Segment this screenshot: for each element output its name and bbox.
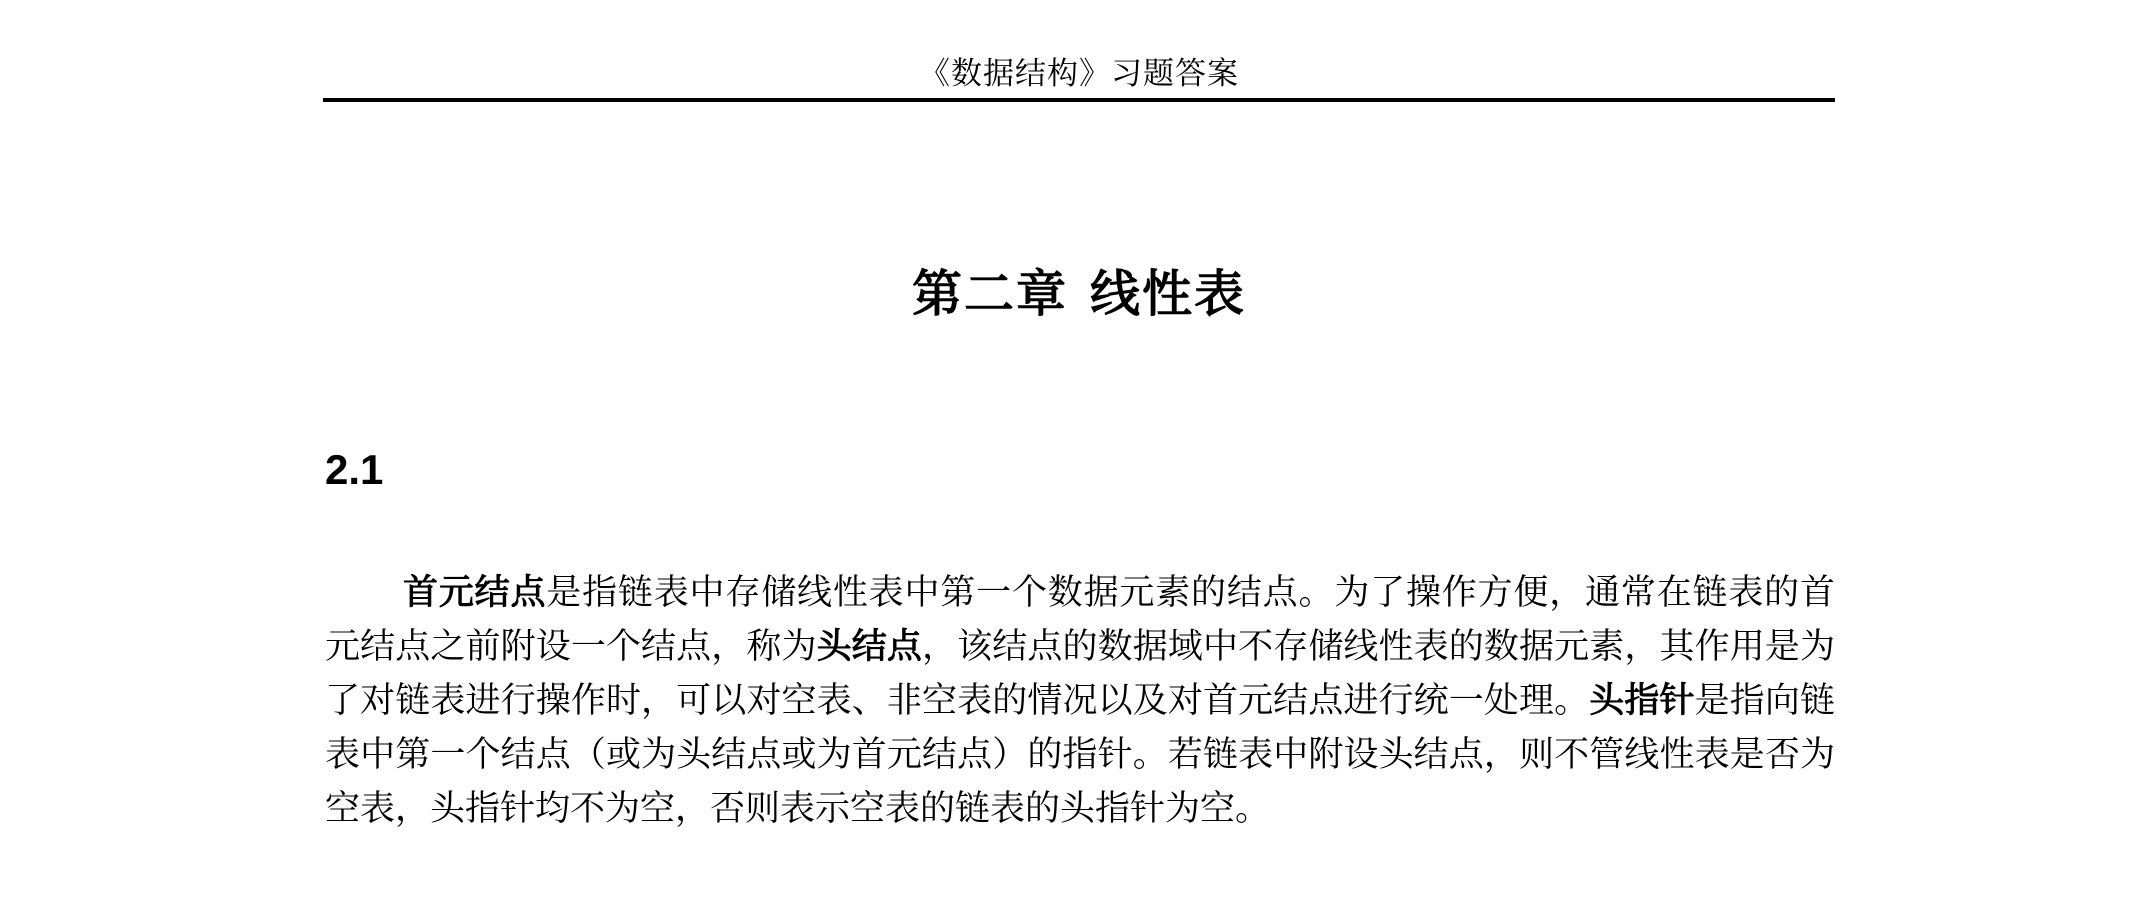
running-header: 《数据结构》习题答案 [919, 56, 1239, 92]
paragraph-text-2: ，该结点的数据域中不存储线性表的数据元素，其作用是为了对链表进行操作时，可以对空表、非空表的情况以及对首元结点进行统一处理。 [325, 627, 1835, 721]
term-first-node: 首元结点 [403, 572, 547, 613]
chapter-title [323, 262, 1835, 326]
section-number: 2.1 [325, 446, 384, 493]
paragraph-text-1: 是指链表中存储线性表中第一个数据元素的结点。为了操作方便，通常在链表的首元结点之前附设一个结点，称为 [325, 573, 1835, 667]
header-rule [323, 98, 1835, 102]
term-head-pointer: 头指针 [1589, 680, 1695, 721]
chapter-number: 第二章 [912, 264, 1068, 323]
body-paragraph [325, 566, 1835, 836]
paragraph-text-3: 是指向链表中第一个结点（或为头结点或为首元结点）的指针。若链表中附设头结点，则不管线性表是否为空表，头指针均不为空，否则表示空表的链表的头指针为空。 [325, 681, 1835, 829]
chapter-name: 线性表 [1090, 264, 1246, 323]
term-head-node: 头结点 [816, 626, 923, 667]
